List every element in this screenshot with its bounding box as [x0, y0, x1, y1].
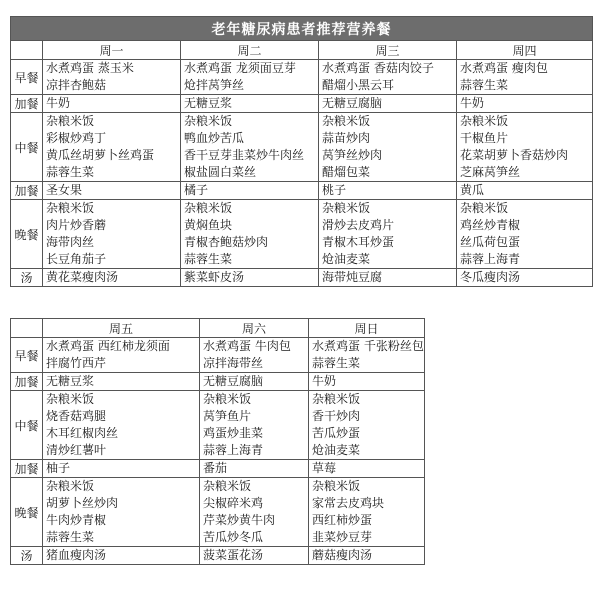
dish-item: 韭菜炒豆芽: [312, 530, 373, 544]
day-header: 周日: [309, 319, 425, 338]
menu-cell-soup: [200, 547, 309, 565]
meal-label-breakfast: 早餐: [11, 338, 43, 373]
dish-item: 胡萝卜丝炒肉: [46, 496, 119, 510]
dish-item: 杂粮米饭: [203, 479, 252, 493]
snack-am-row: [11, 373, 425, 391]
dish-item: 杂粮米饭: [46, 201, 95, 215]
dish-item: 蒜苗炒肉: [322, 131, 371, 145]
dish-item: 番茄: [203, 461, 228, 475]
menu-cell-soup: [319, 269, 457, 287]
dish-item: 蒜蓉生菜: [184, 252, 233, 266]
dish-item: 滑炒去皮鸡片: [322, 218, 395, 232]
dish-item: 醋熘包菜: [322, 165, 371, 179]
dish-item: 醋熘小黑云耳: [322, 78, 395, 92]
menu-cell-soup: [43, 269, 181, 287]
meal-label-breakfast: 早餐: [11, 60, 43, 95]
dish-item: 海带肉丝: [46, 235, 95, 249]
dish-item: 水煮鸡蛋 蒸玉米: [46, 61, 134, 75]
dish-item: 无糖豆腐脑: [203, 374, 264, 388]
menu-cell-soup: [181, 269, 319, 287]
dish-item: 杂粮米饭: [184, 201, 233, 215]
menu-cell-breakfast: [319, 60, 457, 95]
menu-cell-lunch: [200, 391, 309, 460]
dish-item: 青椒杏鲍菇炒肉: [184, 235, 269, 249]
menu-cell-lunch: [181, 113, 319, 182]
menu-cell-breakfast: [200, 338, 309, 373]
menu-cell-lunch: [319, 113, 457, 182]
menu-cell-breakfast: [43, 60, 181, 95]
dish-item: 紫菜虾皮汤: [184, 270, 245, 284]
menu-cell-dinner: [200, 478, 309, 547]
dish-item: 牛奶: [312, 374, 337, 388]
day-header: 周六: [200, 319, 309, 338]
dish-item: 蒜蓉上海青: [203, 443, 264, 457]
menu-cell-dinner: [43, 200, 181, 269]
meal-label-snack: 加餐: [11, 182, 43, 200]
dish-item: 莴笋丝炒肉: [322, 148, 383, 162]
menu-cell-snack-am: [43, 95, 181, 113]
menu-table-week-part-2: [10, 318, 425, 565]
dish-item: 黄焖鱼块: [184, 218, 233, 232]
menu-cell-dinner: [309, 478, 425, 547]
dish-item: 蒜蓉生菜: [46, 165, 95, 179]
dish-item: 杂粮米饭: [46, 479, 95, 493]
dish-item: 海带炖豆腐: [322, 270, 383, 284]
dish-item: 鸡丝炒青椒: [460, 218, 521, 232]
dish-item: 西红柿炒蛋: [312, 513, 373, 527]
dish-item: 清炒红薯叶: [46, 443, 107, 457]
dish-item: 杂粮米饭: [203, 392, 252, 406]
dish-item: 杂粮米饭: [460, 114, 509, 128]
meal-label-soup: 汤: [11, 269, 43, 287]
dish-item: 炝油麦菜: [312, 443, 361, 457]
soup-row: [11, 547, 425, 565]
dish-item: 干椒鱼片: [460, 131, 509, 145]
dish-item: 桃子: [322, 183, 347, 197]
dish-item: 黄花菜瘦肉汤: [46, 270, 119, 284]
meal-label-snack: 加餐: [11, 95, 43, 113]
dish-item: 蒜蓉上海青: [460, 252, 521, 266]
dish-item: 芹菜炒黄牛肉: [203, 513, 276, 527]
dish-item: 苦瓜炒蛋: [312, 426, 361, 440]
day-header: 周四: [457, 41, 593, 60]
dish-item: 椒盐圆白菜丝: [184, 165, 257, 179]
menu-table-week-part-1: [10, 16, 593, 287]
dish-item: 鸭血炒苦瓜: [184, 131, 245, 145]
dinner-row: [11, 200, 593, 269]
breakfast-row: [11, 338, 425, 373]
dish-item: 炝拌莴笋丝: [184, 78, 245, 92]
dish-item: 冬瓜瘦肉汤: [460, 270, 521, 284]
dish-item: 杂粮米饭: [46, 392, 95, 406]
menu-cell-breakfast: [43, 338, 200, 373]
menu-cell-snack-pm: [309, 460, 425, 478]
meal-label-snack: 加餐: [11, 460, 43, 478]
dish-item: 蘑菇瘦肉汤: [312, 548, 373, 562]
menu-cell-snack-am: [457, 95, 593, 113]
menu-cell-breakfast: [457, 60, 593, 95]
menu-cell-dinner: [43, 478, 200, 547]
day-header: 周三: [319, 41, 457, 60]
menu-cell-breakfast: [181, 60, 319, 95]
menu-cell-snack-am: [309, 373, 425, 391]
dish-item: 水煮鸡蛋 香菇肉饺子: [322, 61, 434, 75]
meal-label-dinner: 晚餐: [11, 200, 43, 269]
meal-label-lunch: 中餐: [11, 113, 43, 182]
dish-item: 猪血瘦肉汤: [46, 548, 107, 562]
dish-item: 水煮鸡蛋 西红柿龙须面: [46, 339, 170, 353]
dish-item: 蒜蓉生菜: [460, 78, 509, 92]
dish-item: 莴笋鱼片: [203, 409, 252, 423]
dish-item: 苦瓜炒冬瓜: [203, 530, 264, 544]
dish-item: 黄瓜丝胡萝卜丝鸡蛋: [46, 148, 155, 162]
lunch-row: [11, 391, 425, 460]
dish-item: 无糖豆浆: [46, 374, 95, 388]
menu-cell-snack-pm: [181, 182, 319, 200]
dish-item: 拌腐竹西芹: [46, 356, 107, 370]
snack-pm-row: [11, 182, 593, 200]
dish-item: 鸡蛋炒韭菜: [203, 426, 264, 440]
snack-pm-row: [11, 460, 425, 478]
dish-item: 肉片炒香蘑: [46, 218, 107, 232]
dinner-row: [11, 478, 425, 547]
menu-cell-snack-am: [200, 373, 309, 391]
dish-item: 杂粮米饭: [312, 392, 361, 406]
dish-item: 烧香菇鸡腿: [46, 409, 107, 423]
day-header: 周五: [43, 319, 200, 338]
dish-item: 水煮鸡蛋 牛肉包: [203, 339, 291, 353]
dish-item: 丝瓜荷包蛋: [460, 235, 521, 249]
menu-cell-soup: [43, 547, 200, 565]
meal-label-dinner: 晚餐: [11, 478, 43, 547]
dish-item: 杂粮米饭: [46, 114, 95, 128]
menu-cell-snack-pm: [319, 182, 457, 200]
meal-label-lunch: 中餐: [11, 391, 43, 460]
dish-item: 圣女果: [46, 183, 83, 197]
dish-item: 家常去皮鸡块: [312, 496, 385, 510]
dish-item: 水煮鸡蛋 龙须面豆芽: [184, 61, 296, 75]
soup-row: [11, 269, 593, 287]
dish-item: 杂粮米饭: [184, 114, 233, 128]
menu-cell-lunch: [309, 391, 425, 460]
dish-item: 无糖豆浆: [184, 96, 233, 110]
meal-label-snack: 加餐: [11, 373, 43, 391]
dish-item: 尖椒碎米鸡: [203, 496, 264, 510]
menu-cell-snack-am: [181, 95, 319, 113]
dish-item: 黄瓜: [460, 183, 485, 197]
snack-am-row: [11, 95, 593, 113]
menu-cell-breakfast: [309, 338, 425, 373]
dish-item: 香干炒肉: [312, 409, 361, 423]
dish-item: 凉拌杏鲍菇: [46, 78, 107, 92]
dish-item: 蒜蓉生菜: [46, 530, 95, 544]
menu-cell-dinner: [319, 200, 457, 269]
corner-cell: [11, 319, 43, 338]
dish-item: 花菜胡萝卜香菇炒肉: [460, 148, 569, 162]
menu-title: 老年糖尿病患者推荐营养餐: [11, 17, 593, 41]
day-header: 周一: [43, 41, 181, 60]
menu-cell-snack-pm: [43, 182, 181, 200]
dish-item: 芝麻莴笋丝: [460, 165, 521, 179]
dish-item: 杂粮米饭: [322, 114, 371, 128]
menu-cell-lunch: [43, 113, 181, 182]
menu-cell-dinner: [457, 200, 593, 269]
menu-cell-snack-am: [43, 373, 200, 391]
corner-cell: [11, 41, 43, 60]
dish-item: 杂粮米饭: [460, 201, 509, 215]
dish-item: 牛奶: [46, 96, 71, 110]
dish-item: 杂粮米饭: [322, 201, 371, 215]
dish-item: 长豆角茄子: [46, 252, 107, 266]
menu-cell-snack-pm: [43, 460, 200, 478]
dish-item: 凉拌海带丝: [203, 356, 264, 370]
day-header: 周二: [181, 41, 319, 60]
menu-cell-lunch: [43, 391, 200, 460]
menu-cell-soup: [309, 547, 425, 565]
dish-item: 无糖豆腐脑: [322, 96, 383, 110]
dish-item: 水煮鸡蛋 千张粉丝包: [312, 339, 424, 353]
dish-item: 牛奶: [460, 96, 485, 110]
menu-cell-snack-pm: [457, 182, 593, 200]
dish-item: 蒜蓉生菜: [312, 356, 361, 370]
menu-cell-snack-am: [319, 95, 457, 113]
breakfast-row: [11, 60, 593, 95]
dish-item: 木耳红椒肉丝: [46, 426, 119, 440]
dish-item: 菠菜蛋花汤: [203, 548, 264, 562]
dish-item: 橘子: [184, 183, 209, 197]
dish-item: 柚子: [46, 461, 71, 475]
lunch-row: [11, 113, 593, 182]
menu-cell-snack-pm: [200, 460, 309, 478]
menu-cell-lunch: [457, 113, 593, 182]
menu-cell-soup: [457, 269, 593, 287]
meal-label-soup: 汤: [11, 547, 43, 565]
dish-item: 杂粮米饭: [312, 479, 361, 493]
dish-item: 青椒木耳炒蛋: [322, 235, 395, 249]
dish-item: 草莓: [312, 461, 337, 475]
dish-item: 牛肉炒青椒: [46, 513, 107, 527]
dish-item: 彩椒炒鸡丁: [46, 131, 107, 145]
menu-cell-dinner: [181, 200, 319, 269]
dish-item: 水煮鸡蛋 瘦肉包: [460, 61, 548, 75]
dish-item: 炝油麦菜: [322, 252, 371, 266]
dish-item: 香干豆芽韭菜炒牛肉丝: [184, 148, 305, 162]
